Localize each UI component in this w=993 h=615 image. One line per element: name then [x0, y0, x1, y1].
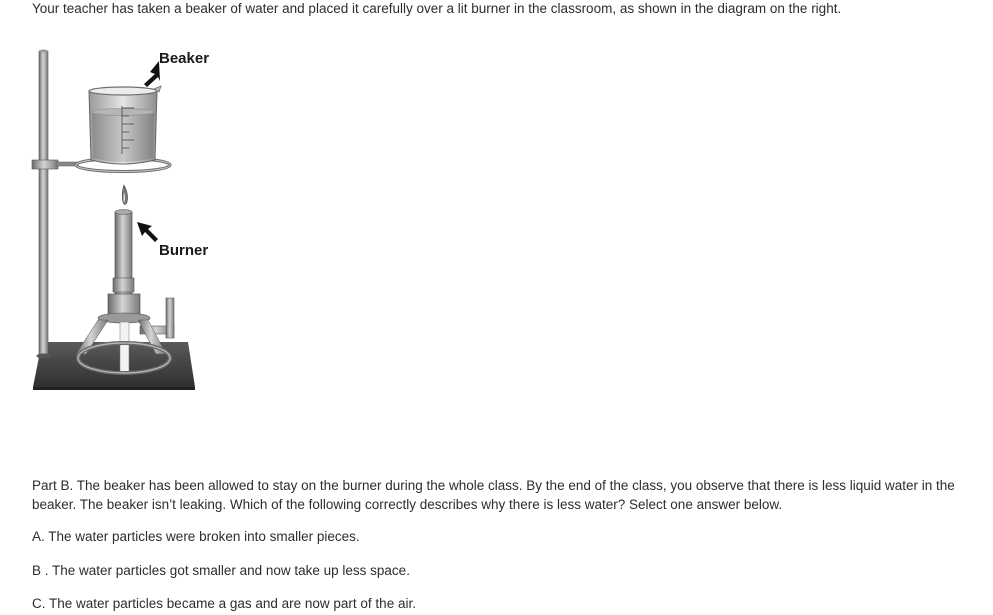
answer-option-b[interactable]: B . The water particles got smaller and now take up less space. [32, 563, 410, 578]
burner-arrow-icon [137, 222, 158, 242]
beaker-label: Beaker [159, 50, 210, 67]
beaker-burner-diagram [28, 42, 228, 394]
beaker [89, 86, 161, 164]
beaker-arrow-icon [144, 61, 160, 87]
burner [76, 185, 174, 373]
stand-rod [37, 50, 51, 359]
answer-option-c[interactable]: C. The water particles became a gas and are now part of the air. [32, 596, 416, 611]
answer-option-a[interactable]: A. The water particles were broken into smaller pieces. [32, 529, 360, 544]
question-text: Part B. The beaker has been allowed to stay on the burner during the whole class. By the end of the class, you observe that there is less liquid water in the beaker. The beaker isn’t leaking. Which of the following correctly describes why there is less water? Select one answer below. [32, 478, 955, 512]
stand-base [33, 342, 195, 390]
intro-text: Your teacher has taken a beaker of water and placed it carefully over a lit burner in the classroom, as shown in the diagram on the right. [32, 1, 842, 16]
burner-label: Burner [159, 242, 209, 259]
